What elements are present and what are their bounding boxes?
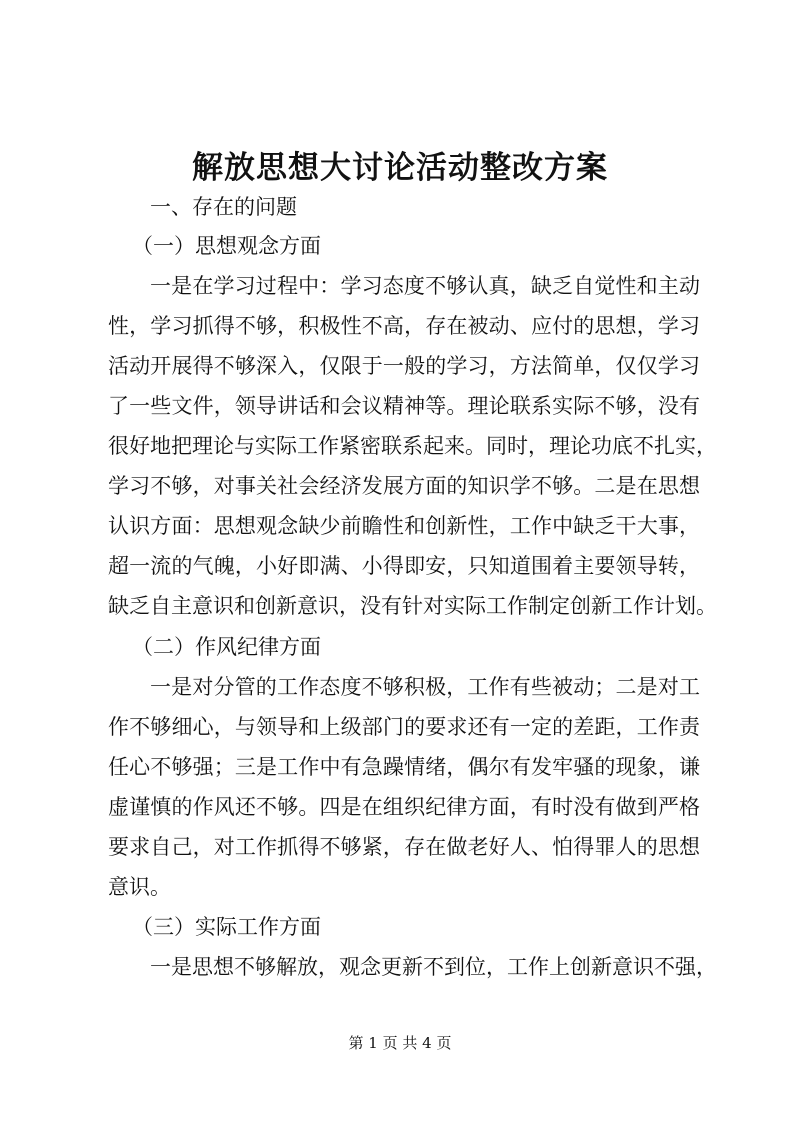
paragraph-line: 一是对分管的工作态度不够积极，工作有些被动；二是对工: [150, 675, 700, 699]
paragraph-line: 活动开展得不够深入，仅限于一般的学习，方法简单，仅仅学习: [108, 354, 700, 378]
subsection-heading: （一）思想观念方面: [132, 234, 321, 258]
subsection-heading: （二）作风纪律方面: [132, 635, 321, 659]
paragraph-line: 一是在学习过程中：学习态度不够认真，缺乏自觉性和主动: [150, 274, 700, 298]
paragraph-line: 认识方面：思想观念缺少前瞻性和创新性，工作中缺乏干大事，: [108, 514, 700, 538]
paragraph-line: 很好地把理论与实际工作紧密联系起来。同时，理论功底不扎实，: [108, 434, 717, 458]
paragraph-line: 超一流的气魄，小好即满、小得即安，只知道围着主要领导转，: [108, 554, 700, 578]
page-footer: 第 1 页 共 4 页: [348, 1034, 452, 1052]
subsection-heading: （三）实际工作方面: [132, 915, 321, 939]
paragraph-line: 一是思想不够解放，观念更新不到位，工作上创新意识不强，: [150, 955, 717, 979]
paragraph-line: 了一些文件，领导讲话和会议精神等。理论联系实际不够，没有: [108, 394, 700, 418]
paragraph-line: 任心不够强；三是工作中有急躁情绪，偶尔有发牢骚的现象，谦: [108, 755, 700, 779]
paragraph-line: 学习不够，对事关社会经济发展方面的知识学不够。二是在思想: [108, 474, 700, 498]
paragraph-line: 缺乏自主意识和创新意识，没有针对实际工作制定创新工作计划。: [108, 594, 717, 618]
page-title: 解放思想大讨论活动整改方案: [192, 150, 608, 186]
paragraph-line: 虚谨慎的作风还不够。四是在组织纪律方面，有时没有做到严格: [108, 795, 700, 819]
paragraph-line: 要求自己，对工作抓得不够紧，存在做老好人、怕得罪人的思想: [108, 835, 700, 859]
paragraph-line: 作不够细心，与领导和上级部门的要求还有一定的差距，工作责: [108, 715, 700, 739]
paragraph-line: 意识。: [108, 875, 171, 899]
paragraph-line: 性，学习抓得不够，积极性不高，存在被动、应付的思想，学习: [108, 314, 700, 338]
section-heading: 一、存在的问题: [150, 195, 297, 219]
